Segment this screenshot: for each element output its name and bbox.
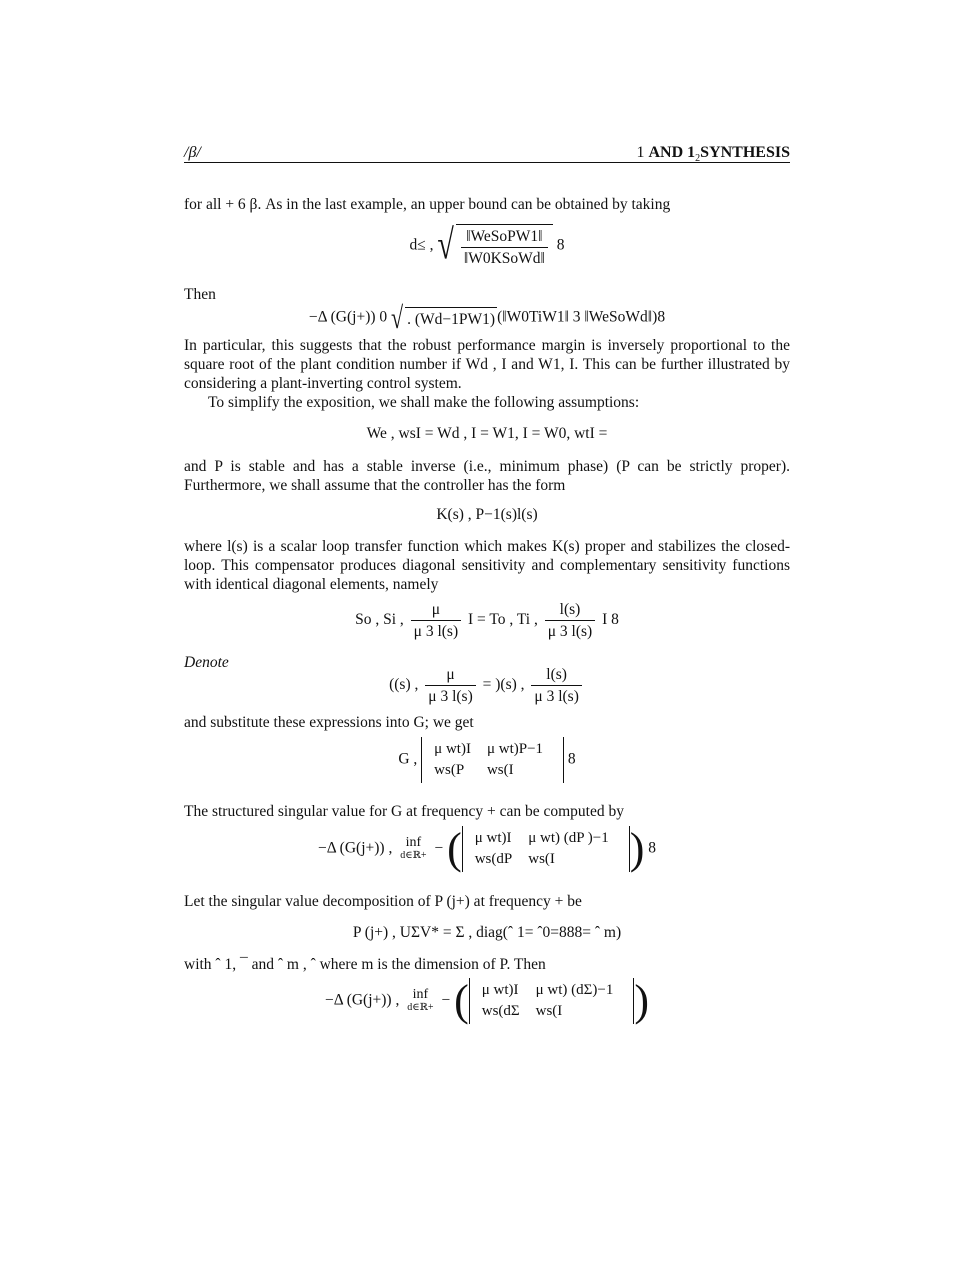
paragraph-6: where l(s) is a scalar loop transfer function which makes K(s) proper and stabilizes the closed-loop. This compensator produces diagonal sensitivity and complementary sensitivity functions with identical diagonal elements, namely [184,538,790,593]
header-right: 1 AND $1_2SYNTHESIS$ [636,144,790,165]
equation-assumptions: We , wsI = Wd , I = W1, I = W0, wtI = [366,425,608,442]
equation-mu-inf-sigma: −Δ (G(j+)) , inf d∈ℝ+ − ( μ wt)I μ wt) (dΣ)−1 ws(dΣ ws(I ) [324,976,650,1025]
paragraph-4: To simplify the exposition, we shall make the following assumptions: [208,394,640,411]
matrix-g: μ wt)I μ wt)P−1 ws(P ws(I [421,737,564,783]
equation-mu-upper: −Δ (G(j+)) 0 √ . (Wd−1PW1) (‖W0TiW1‖ 3 ‖WeSoWd‖)8 [308,299,666,335]
paragraph-1: for all + 6 β. As in the last example, an upper bound can be obtained by taking [184,196,671,213]
matrix-inf-2: μ wt)I μ wt) (dΣ)−1 ws(dΣ ws(I [469,978,635,1024]
paragraph-11: with ˆ 1, ¯ and ˆ m , ˆ where m is the dimension of P. Then [184,956,546,973]
equation-sensitivity: So , Si , $\frac{\mu}{\mu 3 l(s)}$ I = To , Ti , $\frac{l(s)}{\mu 3 l(s)}$ I 8 [355,601,619,640]
equation-controller: K(s) , P−1(s)l(s) [436,506,538,523]
paragraph-denote: Denote [184,654,229,671]
equation-mu-inf: −Δ (G(j+)) , inf d∈ℝ+ − ( μ wt)I μ wt) (dP )−1 ws(dP ws(I ) 8 [317,824,657,873]
paragraph-10: Let the singular value decomposition of P (j+) at frequency + be [184,893,582,910]
matrix-inf-1: μ wt)I μ wt) (dP )−1 ws(dP ws(I [462,826,630,872]
paragraph-3: In particular, this suggests that the robust performance margin is inversely proportional to the square root of the plant condition number if Wd , I and W1, I. This can be further illustrated by considering a plant-inverting control system. [184,337,790,392]
equation-g-matrix: G , μ wt)I μ wt)P−1 ws(P ws(I 8 [184,737,790,783]
paragraph-then: Then [184,286,216,303]
equation-bound: d≤ , √ $\frac{\text{‖WeSoPW1‖}}{\text{‖W0KSoWd‖}}$ 8 [409,222,565,269]
equation-denote: ((s) , $\frac{\mu}{\mu 3 l(s)}$ = )(s) , $\frac{l(s)}{\mu 3 l(s)}$ [184,665,790,706]
paragraph-5: and P is stable and has a stable inverse (i.e., minimum phase) (P can be strictly proper). Furthermore, we shall assume that the controller has the form [184,458,790,494]
running-header [184,140,790,163]
header-left: /β/ [184,144,201,161]
paper-page [184,140,790,1025]
paragraph-8: and substitute these expressions into G; we get [184,714,474,731]
sqrt-symbol: √ [437,222,454,269]
equation-svd: P (j+) , UΣV* = Σ , diag(ˆ 1= ˆ0=888= ˆ m) [352,924,622,941]
paragraph-9: The structured singular value for G at frequency + can be computed by [184,803,624,820]
